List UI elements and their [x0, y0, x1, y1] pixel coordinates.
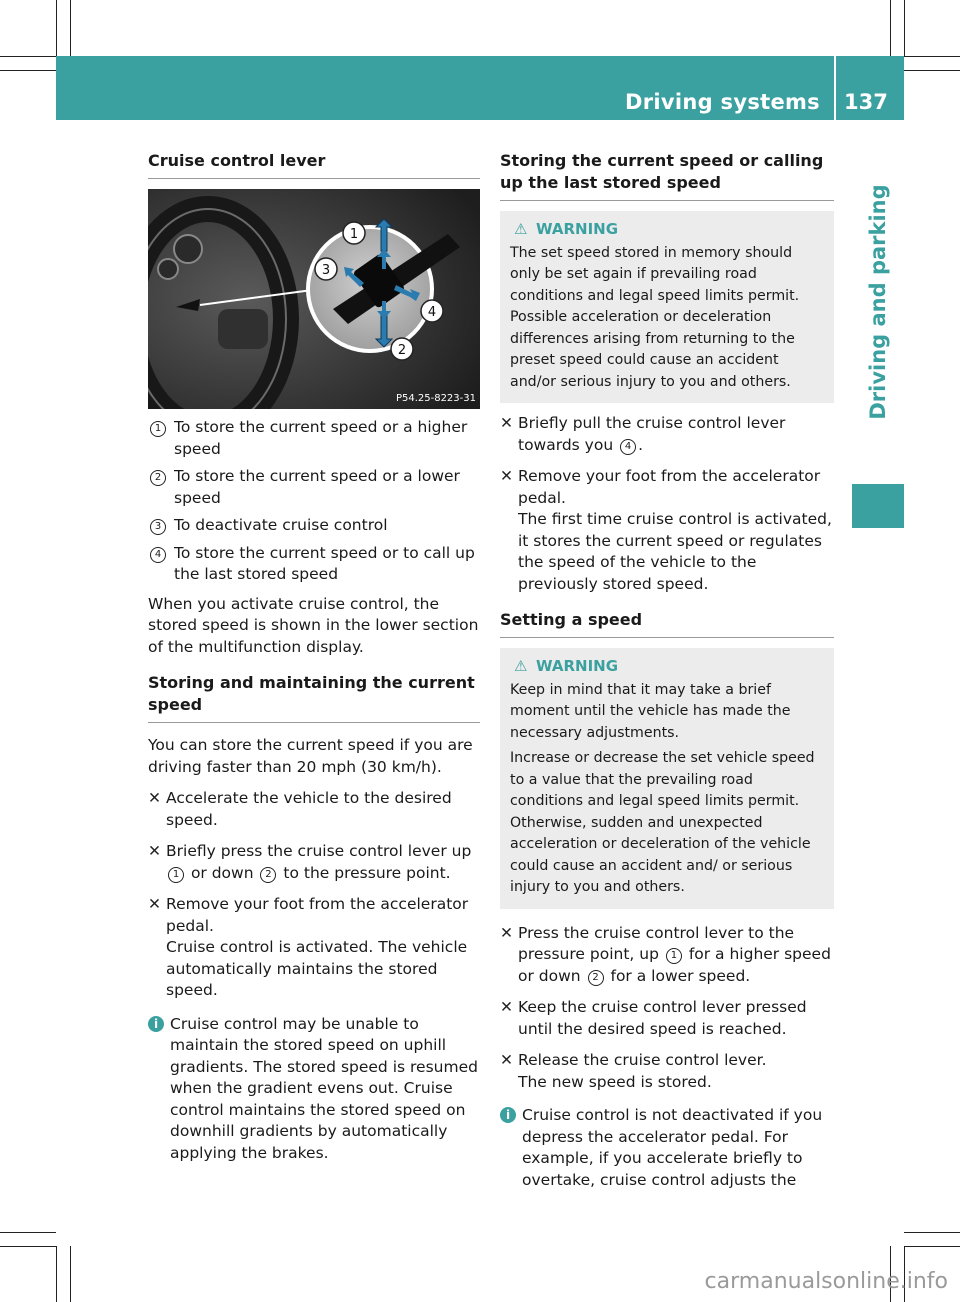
warning-label: WARNING — [536, 220, 619, 238]
x-bullet-icon: ✕ — [500, 467, 513, 485]
x-bullet-icon: ✕ — [148, 895, 161, 913]
svg-text:1: 1 — [349, 227, 359, 242]
info-note — [500, 1105, 834, 1191]
side-tab-marker — [852, 484, 904, 528]
warning-triangle-icon: ⚠ — [514, 220, 528, 238]
section-title: Driving systems — [624, 90, 820, 114]
info-icon: i — [500, 1107, 516, 1123]
info-icon: i — [148, 1016, 164, 1032]
watermark: carmanualsonline.info — [704, 1269, 948, 1294]
step-text: Briefly pull the cruise control lever towards you — [518, 414, 786, 454]
x-bullet-icon: ✕ — [500, 923, 513, 942]
figure-code: P54.25-8223-31 — [395, 393, 476, 404]
step-text: for a higher speed or down — [518, 945, 831, 985]
heading-cruise-control-lever: Cruise control lever — [148, 150, 480, 179]
crop-mark — [0, 1232, 56, 1233]
crop-mark — [0, 70, 56, 71]
crop-mark — [904, 70, 960, 71]
step-result: The first time cruise control is activated, it stores the current speed or regulates the speed of the vehicle to the previously stored speed. — [518, 510, 832, 593]
svg-text:2: 2 — [397, 343, 407, 358]
step-item — [500, 997, 834, 1040]
crop-mark — [904, 56, 960, 57]
step-item — [500, 466, 834, 595]
x-bullet-icon: ✕ — [500, 998, 513, 1016]
page-number: 137 — [844, 90, 888, 114]
step-text: Remove your foot from the accelerator pedal. — [166, 895, 469, 935]
callout-number: 4 — [620, 439, 636, 455]
right-column — [500, 150, 834, 1191]
step-text: Release the cruise control lever. — [518, 1051, 767, 1069]
callout-number: 1 — [666, 948, 682, 964]
crop-mark — [904, 1232, 960, 1233]
step-text: for a lower speed. — [610, 966, 751, 985]
heading-storing-maintaining: Storing and maintaining the current speed — [148, 672, 480, 723]
step-item: ✕ Briefly pull the cruise control lever towards you 4 . — [500, 413, 834, 456]
paragraph: You can store the current speed if you are driving faster than 20 mph (30 km/h). — [148, 736, 473, 776]
crop-mark — [0, 1246, 56, 1247]
legend-text: To store the current speed or a lower speed — [174, 467, 460, 507]
info-text: Cruise control may be unable to maintain the stored speed on uphill gradients. The stored speed is resumed when the gradient evens out. Cruise control maintains the stored speed on downhill gradients by automatically applying the brakes. — [170, 1014, 478, 1162]
left-column — [148, 150, 480, 1164]
legend-text: To store the current speed or to call up the last stored speed — [174, 543, 475, 583]
warning-text: Keep in mind that it may take a brief moment until the vehicle has made the necessary adjustments. — [510, 681, 791, 741]
warning-title — [514, 656, 826, 678]
paragraph: When you activate cruise control, the stored speed is shown in the lower section of the multifunction display. — [148, 594, 479, 656]
step-text: Press the cruise control lever to the pressure point, up — [518, 923, 795, 963]
warning-triangle-icon: ⚠ — [514, 657, 528, 675]
svg-text:4: 4 — [427, 305, 437, 320]
warning-box — [500, 648, 834, 909]
x-bullet-icon: ✕ — [500, 414, 513, 432]
callout-number: 2 — [588, 970, 604, 986]
page-number-box — [836, 56, 904, 120]
header-bar — [56, 56, 834, 120]
step-item — [148, 841, 480, 884]
cruise-control-lever-figure — [148, 189, 480, 409]
warning-text: Increase or decrease the set vehicle speed to a value that the prevailing road conditions and legal speed limits permit. Otherwise, sudden and unexpected acceleration or deceleration of the vehicle could cause an accident and/ or serious injury to you and others. — [510, 750, 815, 895]
callout-number: 2 — [260, 867, 276, 883]
step-item — [500, 1050, 834, 1093]
warning-box — [500, 211, 834, 403]
legend-item — [148, 466, 480, 509]
side-tab — [852, 122, 904, 482]
warning-title — [514, 219, 826, 241]
x-bullet-icon: ✕ — [148, 842, 161, 860]
steering-wheel-illustration — [148, 189, 480, 409]
crop-mark — [0, 56, 56, 57]
crop-mark — [904, 1246, 960, 1247]
legend-item — [148, 515, 480, 537]
legend-text: To deactivate cruise control — [174, 516, 388, 534]
step-text: Briefly press the cruise control lever up — [166, 842, 472, 860]
callout-number: 1 — [150, 421, 166, 437]
svg-text:3: 3 — [321, 263, 331, 278]
step-item — [148, 788, 480, 831]
figure-legend — [148, 417, 480, 586]
warning-label: WARNING — [536, 657, 619, 675]
step-text: Remove your foot from the accelerator pedal. — [518, 467, 821, 507]
step-text: to the pressure point. — [283, 863, 451, 882]
crop-mark — [70, 1246, 71, 1302]
heading-setting-speed: Setting a speed — [500, 609, 834, 638]
heading-storing-calling-up: Storing the current speed or calling up the last stored speed — [500, 150, 834, 201]
step-text: Accelerate the vehicle to the desired speed. — [166, 789, 452, 829]
x-bullet-icon: ✕ — [500, 1051, 513, 1069]
callout-number: 1 — [168, 867, 184, 883]
info-note — [148, 1014, 480, 1165]
crop-mark — [890, 0, 891, 56]
legend-item — [148, 543, 480, 586]
side-tab-label: Driving and parking — [866, 184, 890, 420]
step-result: The new speed is stored. — [518, 1072, 712, 1091]
callout-number: 2 — [150, 470, 166, 486]
legend-item — [148, 417, 480, 460]
legend-text: To store the current speed or a higher speed — [174, 418, 468, 458]
warning-text: The set speed stored in memory should only be set again if prevailing road conditions and legal speed limits permit. Possible acceleration or deceleration differences arising from returning to the preset speed could cause an accident and/or serious injury to you and others. — [510, 244, 800, 390]
step-item — [148, 894, 480, 1002]
callout-number: 4 — [150, 547, 166, 563]
step-text: or down — [190, 863, 254, 882]
callout-number: 3 — [150, 519, 166, 535]
step-item — [500, 923, 834, 988]
x-bullet-icon: ✕ — [148, 789, 161, 807]
crop-mark — [56, 0, 57, 56]
info-text: Cruise control is not deactivated if you depress the accelerator pedal. For example, if you accelerate briefly to overtake, cruise control adjusts the — [522, 1106, 823, 1189]
step-text: Keep the cruise control lever pressed until the desired speed is reached. — [518, 998, 807, 1038]
crop-mark — [56, 1246, 57, 1302]
crop-mark — [904, 0, 905, 56]
crop-mark — [70, 0, 71, 56]
step-result: Cruise control is activated. The vehicle automatically maintains the stored speed. — [166, 938, 468, 999]
